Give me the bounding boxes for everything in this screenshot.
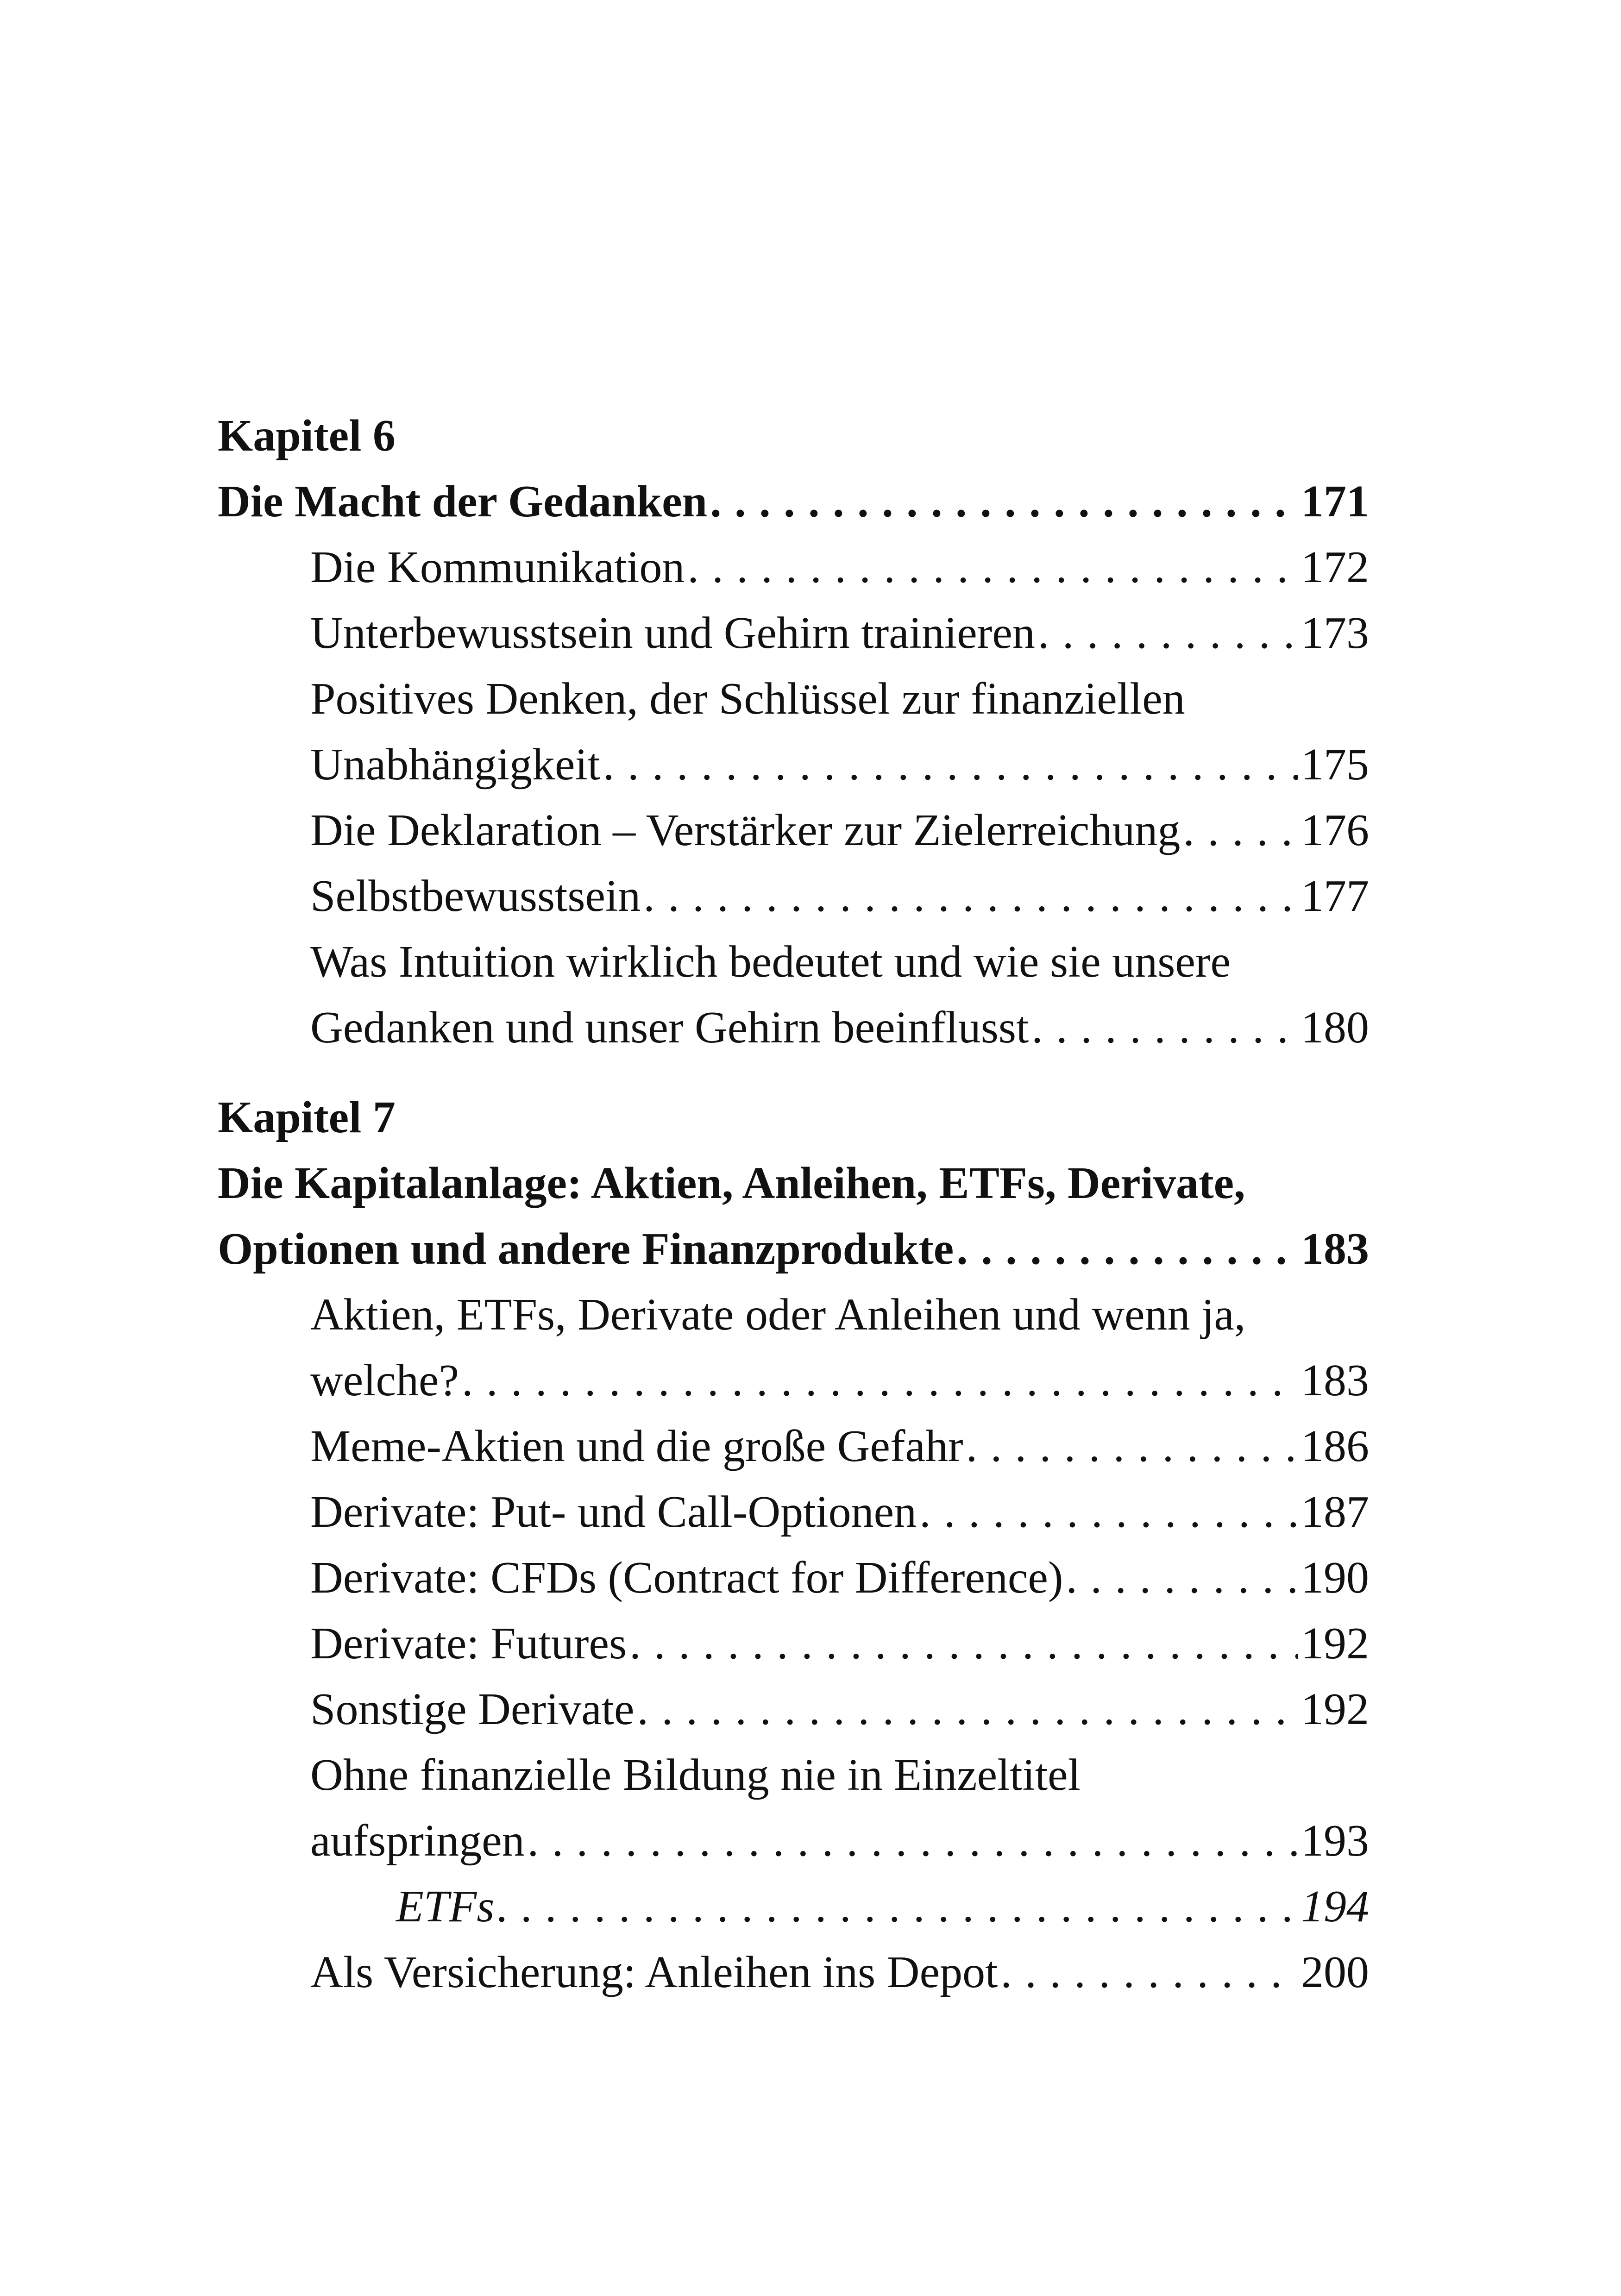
page-number: 194 [1301, 1882, 1369, 1932]
table-of-contents [218, 403, 1369, 2005]
entry-title: Optionen und andere Finanzprodukte [218, 1224, 954, 1274]
page-number: 171 [1301, 477, 1369, 527]
leader-dots [1031, 995, 1298, 1060]
leader-dots [1000, 1939, 1298, 2005]
page-number: 183 [1301, 1355, 1369, 1405]
entry-title: aufspringen [310, 1816, 525, 1866]
toc-entry-line-1[interactable] [218, 929, 1369, 995]
leader-dots [1066, 1545, 1298, 1611]
page-number: 176 [1301, 805, 1369, 855]
entry-title: ETFs [396, 1882, 495, 1932]
toc-entry[interactable] [218, 797, 1369, 863]
entry-title: Unabhängigkeit [310, 740, 600, 790]
leader-dots [966, 1413, 1298, 1479]
entry-title: Die Deklaration – Verstärker zur Zielerreichung [310, 805, 1181, 855]
entry-title: Die Kapitalanlage: Aktien, Anleihen, ETFs, Derivate, [218, 1158, 1245, 1208]
toc-entry[interactable] [218, 1479, 1369, 1545]
toc-entry-chapter-title-line-1[interactable] [218, 1150, 1369, 1216]
page-number: 173 [1301, 608, 1369, 658]
toc-entry[interactable] [218, 600, 1369, 666]
page-number: 180 [1301, 1003, 1369, 1053]
entry-title: Aktien, ETFs, Derivate oder Anleihen und wenn ja, [310, 1290, 1246, 1340]
toc-entry-level-2[interactable] [218, 1874, 1369, 1939]
toc-entry[interactable] [218, 1545, 1369, 1611]
entry-title: Als Versicherung: Anleihen ins Depot [310, 1947, 998, 1997]
entry-title: Unterbewusstsein und Gehirn trainieren [310, 608, 1035, 658]
entry-title: Derivate: Futures [310, 1618, 627, 1669]
page-number: 190 [1301, 1553, 1369, 1603]
page-number: 186 [1301, 1421, 1369, 1471]
toc-entry[interactable] [218, 1348, 1369, 1413]
leader-dots [919, 1479, 1298, 1545]
entry-title: Ohne finanzielle Bildung nie in Einzeltitel [310, 1750, 1081, 1800]
leader-dots [710, 469, 1298, 534]
chapter-heading: Kapitel 6 [218, 411, 396, 461]
leader-dots [956, 1216, 1298, 1282]
leader-dots [528, 1808, 1298, 1874]
leader-dots [643, 863, 1298, 929]
toc-entry[interactable] [218, 1808, 1369, 1874]
leader-dots [1183, 797, 1298, 863]
leader-dots [497, 1874, 1298, 1939]
page-number: 177 [1301, 871, 1369, 921]
toc-entry-line-1[interactable] [218, 666, 1369, 732]
leader-dots [603, 732, 1298, 797]
entry-title: Sonstige Derivate [310, 1684, 635, 1734]
entry-title: Selbstbewusstsein [310, 871, 641, 921]
toc-entry[interactable] [218, 1611, 1369, 1676]
page-number: 192 [1301, 1684, 1369, 1734]
toc-entry[interactable] [218, 534, 1369, 600]
page-number: 200 [1301, 1947, 1369, 1997]
toc-entry-line-1[interactable] [218, 1282, 1369, 1348]
page-number: 172 [1301, 542, 1369, 592]
toc-entry[interactable] [218, 732, 1369, 797]
leader-dots [1038, 600, 1298, 666]
entry-title: Positives Denken, der Schlüssel zur finanziellen [310, 674, 1185, 724]
entry-title: Was Intuition wirklich bedeutet und wie sie unsere [310, 937, 1231, 987]
page-number: 193 [1301, 1816, 1369, 1866]
entry-title: Derivate: Put- und Call-Optionen [310, 1487, 917, 1537]
chapter-7 [218, 1085, 1369, 2005]
page-number: 192 [1301, 1618, 1369, 1669]
toc-entry[interactable] [218, 1939, 1369, 2005]
toc-entry[interactable] [218, 1413, 1369, 1479]
entry-title: Die Kommunikation [310, 542, 685, 592]
chapter-6 [218, 403, 1369, 1060]
entry-title: Die Macht der Gedanken [218, 477, 708, 527]
leader-dots [629, 1611, 1298, 1676]
toc-entry[interactable] [218, 863, 1369, 929]
entry-title: Gedanken und unser Gehirn beeinflusst [310, 1003, 1029, 1053]
chapter-heading: Kapitel 7 [218, 1092, 396, 1142]
entry-title: Derivate: CFDs (Contract for Difference) [310, 1553, 1063, 1603]
toc-entry-line-1[interactable] [218, 1742, 1369, 1808]
leader-dots [687, 534, 1298, 600]
entry-title: welche? [310, 1355, 459, 1405]
entry-title: Meme-Aktien und die große Gefahr [310, 1421, 963, 1471]
toc-entry[interactable] [218, 1676, 1369, 1742]
leader-dots [637, 1676, 1298, 1742]
page-number: 183 [1301, 1224, 1369, 1274]
page-number: 187 [1301, 1487, 1369, 1537]
leader-dots [462, 1348, 1298, 1413]
toc-entry-chapter-title[interactable] [218, 469, 1369, 534]
toc-entry[interactable] [218, 995, 1369, 1060]
toc-entry-chapter-title[interactable] [218, 1216, 1369, 1282]
page-number: 175 [1301, 740, 1369, 790]
